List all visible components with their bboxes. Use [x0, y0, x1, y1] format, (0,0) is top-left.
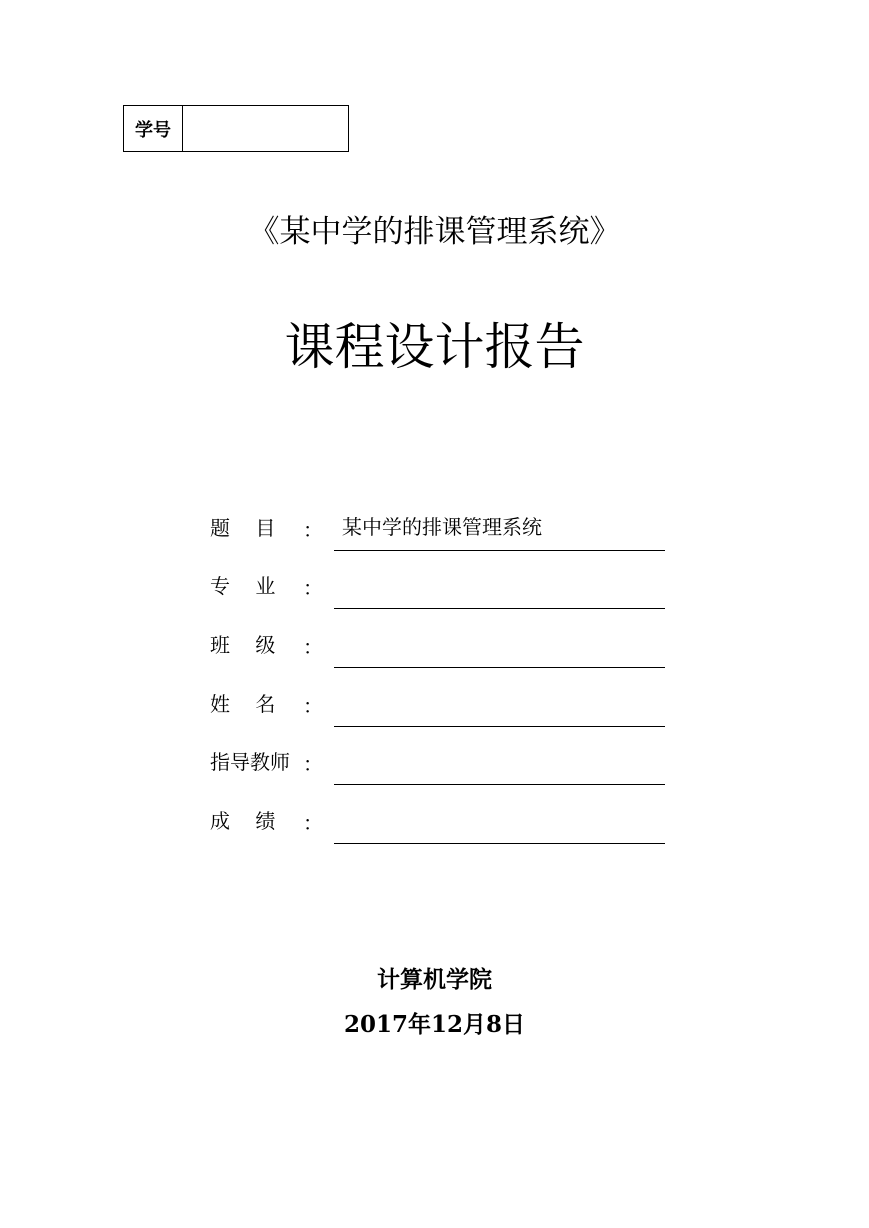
form-field-advisor	[334, 748, 665, 785]
form-field-class	[334, 631, 665, 668]
form-colon: ：	[303, 752, 323, 776]
student-id-box	[123, 105, 349, 152]
form-field-topic	[334, 514, 665, 551]
form-label-major: 专 业	[210, 574, 276, 598]
form-field-grade	[334, 807, 665, 844]
form-row-class	[210, 626, 665, 668]
form-colon: ：	[303, 811, 323, 835]
college-name: 计算机学院	[377, 967, 492, 993]
report-title: 《某中学的排课管理系统》	[248, 214, 621, 250]
student-id-label: 学号	[124, 106, 183, 151]
form-row-name	[210, 685, 665, 727]
report-date: 2017年12月8日	[343, 1011, 526, 1038]
form-label-grade: 成 绩	[210, 809, 276, 833]
form-label-name: 姓 名	[210, 692, 276, 716]
form-label-topic: 题 目	[210, 516, 276, 540]
form-row-topic	[210, 509, 665, 551]
form-colon: ：	[303, 635, 323, 659]
form-value-topic: 某中学的排课管理系统	[342, 515, 542, 539]
report-subtitle: 课程设计报告	[284, 318, 585, 376]
form-colon: ：	[303, 518, 323, 542]
student-id-value	[183, 106, 348, 151]
form-colon: ：	[303, 694, 323, 718]
form-field-name	[334, 690, 665, 727]
form-label-class: 班 级	[210, 633, 276, 657]
form-row-grade	[210, 802, 665, 844]
form-row-major	[210, 567, 665, 609]
form-colon: ：	[303, 576, 323, 600]
form-field-major	[334, 572, 665, 609]
form-row-advisor	[210, 743, 665, 785]
form-label-advisor: 指导教师	[210, 750, 290, 774]
